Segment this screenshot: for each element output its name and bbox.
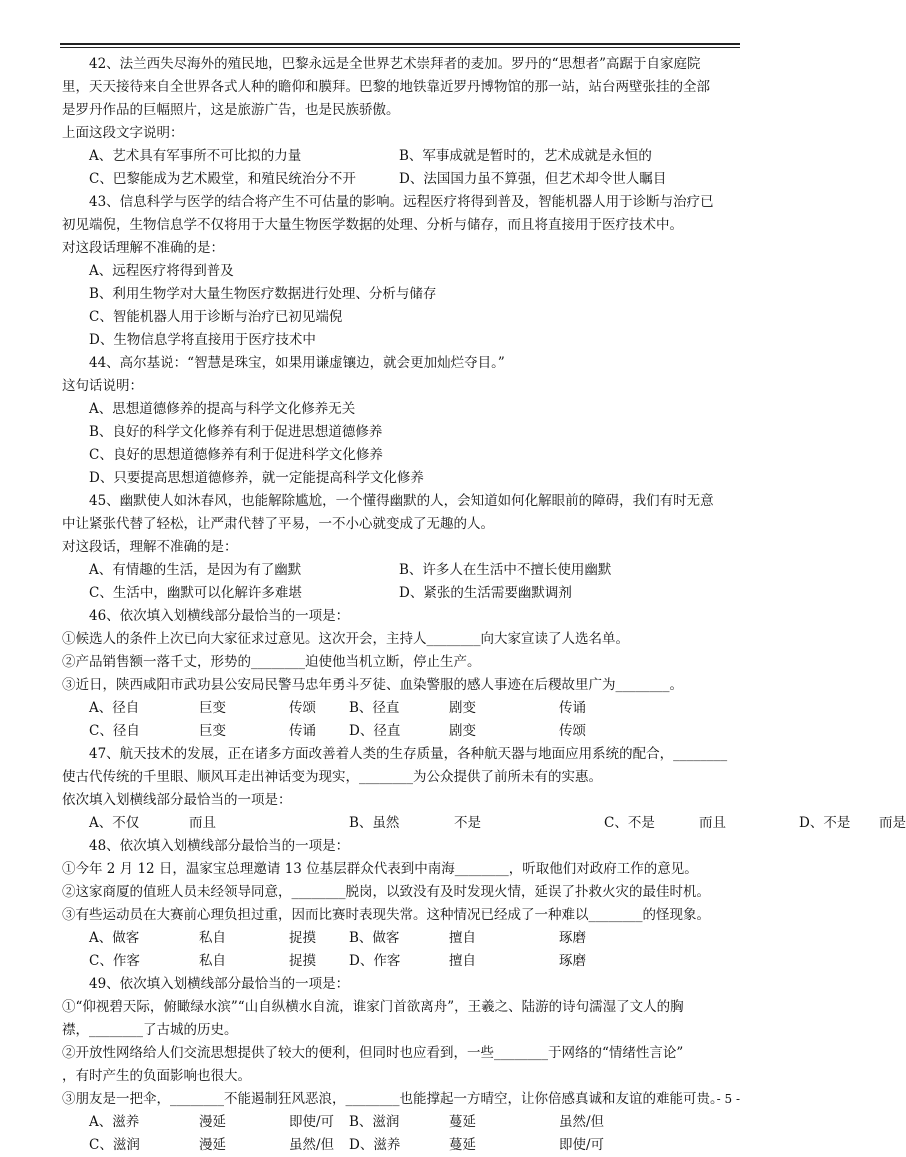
option-cell: 私自	[199, 930, 226, 946]
text-line: ②这家商厦的值班人员未经领导同意，________脱岗，以致没有及时发现火情，延误了扑救火灾的最佳时机。	[62, 884, 710, 900]
text-line: 45、幽默使人如沐春风，也能解除尴尬，一个懂得幽默的人，会知道如何化解眼前的障碍，我们有时无意	[89, 493, 714, 509]
text-line: 里，天天接待来自全世界各式人种的瞻仰和膜拜。巴黎的地铁靠近罗丹博物馆的那一站，站台两壁张挂的全部	[62, 79, 710, 95]
option-cell: C、径自	[89, 723, 140, 739]
text-line: ①今年 2 月 12 日，温家宝总理邀请 13 位基层群众代表到中南海________，听取他们对政府工作的意见。	[62, 861, 698, 877]
answer-option: C、良好的思想道德修养有利于促进科学文化修养	[89, 447, 383, 463]
option-cell: 虽然/但	[289, 1137, 335, 1153]
text-line: ①候选人的条件上次已向大家征求过意见。这次开会，主持人________向大家宣读了人选名单。	[62, 631, 629, 647]
option-cell: A、不仅	[89, 815, 140, 831]
answer-option: A、思想道德修养的提高与科学文化修养无关	[89, 401, 356, 417]
answer-option: D、生物信息学将直接用于医疗技术中	[89, 332, 316, 348]
option-cell: 而且	[189, 815, 216, 831]
text-line: 44、高尔基说：“智慧是珠宝，如果用谦虚镶边，就会更加灿烂夺目。”	[89, 355, 505, 371]
option-cell: B、做客	[349, 930, 400, 946]
option-cell: C、生活中，幽默可以化解许多难堪	[89, 585, 302, 601]
option-cell: A、做客	[89, 930, 140, 946]
text-line: ③近日，陕西咸阳市武功县公安局民警马忠年勇斗歹徒、血染警服的感人事迹在后稷故里广为________。	[62, 677, 683, 693]
header-rule-thin	[60, 47, 740, 48]
option-cell: D、作客	[349, 953, 401, 969]
option-cell: 琢磨	[559, 930, 586, 946]
text-line: 使古代传统的千里眼、顺风耳走出神话变为现实，________为公众提供了前所未有的实惠。	[62, 769, 602, 785]
option-cell: B、许多人在生活中不擅长使用幽默	[399, 562, 612, 578]
option-cell: 剧变	[449, 700, 476, 716]
text-line: ②开放性网络给人们交流思想提供了较大的便利，但同时也应看到，一些________于网络的“情绪性言论”	[62, 1045, 684, 1061]
option-cell: C、巴黎能成为艺术殿堂，和殖民统治分不开	[89, 171, 356, 187]
option-cell: 传诵	[559, 700, 586, 716]
answer-option: C、智能机器人用于诊断与治疗已初见端倪	[89, 309, 343, 325]
option-cell: C、不是	[604, 815, 655, 831]
option-cell: A、有情趣的生活，是因为有了幽默	[89, 562, 302, 578]
header-rule-thick	[60, 43, 740, 45]
answer-option: A、远程医疗将得到普及	[89, 263, 234, 279]
option-cell: 捉摸	[289, 953, 316, 969]
option-cell: B、军事成就是暂时的，艺术成就是永恒的	[399, 148, 652, 164]
options-row	[62, 168, 740, 191]
option-cell: 传颂	[559, 723, 586, 739]
option-cell: 捉摸	[289, 930, 316, 946]
text-line: 对这段话，理解不准确的是：	[62, 539, 238, 555]
answer-option: B、良好的科学文化修养有利于促进思想道德修养	[89, 424, 383, 440]
options-row	[62, 145, 740, 168]
text-line: 依次填入划横线部分最恰当的一项是：	[62, 792, 292, 808]
option-cell: D、不是	[799, 815, 851, 831]
option-cell: B、滋润	[349, 1114, 400, 1130]
option-cell: 蔓延	[449, 1114, 476, 1130]
option-cell: A、滋养	[89, 1114, 140, 1130]
text-line: 49、依次填入划横线部分最恰当的一项是：	[89, 976, 350, 992]
text-line: ，有时产生的负面影响也很大。	[62, 1068, 251, 1084]
options-row	[62, 697, 740, 720]
options-row	[62, 1134, 740, 1157]
option-cell: 漫延	[199, 1114, 226, 1130]
option-cell: 传颂	[289, 700, 316, 716]
options-row: A、不仅 而且 B、虽然 不是 C、不是 而且 D、不是 而是	[62, 812, 740, 835]
text-line: 42、法兰西失尽海外的殖民地，巴黎永远是全世界艺术崇拜者的麦加。罗丹的“思想者”高踞于自家庭院	[89, 56, 701, 72]
options-row	[62, 950, 740, 973]
option-cell: C、作客	[89, 953, 140, 969]
text-line: 襟，________了古城的历史。	[62, 1022, 238, 1038]
option-cell: A、艺术具有军事所不可比拟的力量	[89, 148, 302, 164]
text-line: 对这段话理解不准确的是：	[62, 240, 224, 256]
document-body	[62, 53, 906, 1157]
option-cell: D、径直	[349, 723, 401, 739]
options-row	[62, 1111, 740, 1134]
answer-option: D、只要提高思想道德修养，就一定能提高科学文化修养	[89, 470, 424, 486]
options-row	[62, 720, 740, 743]
option-cell: 擅自	[449, 930, 476, 946]
text-line: ②产品销售额一落千丈，形势的________迫使他当机立断，停止生产。	[62, 654, 481, 670]
option-cell: 巨变	[199, 700, 226, 716]
option-cell: 传诵	[289, 723, 316, 739]
text-line: 43、信息科学与医学的结合将产生不可估量的影响。远程医疗将得到普及，智能机器人用于诊断与治疗已	[89, 194, 714, 210]
options-row	[62, 559, 740, 582]
text-line: 上面这段文字说明：	[62, 125, 184, 141]
option-cell: 即使/可	[289, 1114, 335, 1130]
option-cell: 漫延	[199, 1137, 226, 1153]
text-line: 47、航天技术的发展，正在诸多方面改善着人类的生存质量，各种航天器与地面应用系统的配合，________	[89, 746, 728, 762]
option-cell: 剧变	[449, 723, 476, 739]
text-line: 是罗丹作品的巨幅照片，这是旅游广告，也是民族骄傲。	[62, 102, 400, 118]
text-line: 48、依次填入划横线部分最恰当的一项是：	[89, 838, 350, 854]
text-line: 中让紧张代替了轻松，让严肃代替了平易，一不小心就变成了无趣的人。	[62, 516, 494, 532]
text-line: ③朋友是一把伞，________不能遏制狂风恶浪，________也能撑起一方晴空，让你倍感真诚和友谊的难能可贵。	[62, 1091, 724, 1107]
option-cell: D、滋养	[349, 1137, 401, 1153]
option-cell: 擅自	[449, 953, 476, 969]
option-cell: D、紧张的生活需要幽默调剂	[399, 585, 572, 601]
option-cell: C、滋润	[89, 1137, 140, 1153]
option-cell: 即使/可	[559, 1137, 605, 1153]
answer-option: B、利用生物学对大量生物医疗数据进行处理、分析与储存	[89, 286, 437, 302]
option-cell: 而且	[699, 815, 726, 831]
option-cell: D、法国国力虽不算强，但艺术却令世人瞩目	[399, 171, 667, 187]
option-cell: B、虽然	[349, 815, 400, 831]
options-row	[62, 927, 740, 950]
option-cell: 琢磨	[559, 953, 586, 969]
option-cell: 巨变	[199, 723, 226, 739]
option-cell: B、径直	[349, 700, 400, 716]
text-line: 46、依次填入划横线部分最恰当的一项是：	[89, 608, 350, 624]
page-number: - 5 -	[716, 1092, 740, 1106]
option-cell: 私自	[199, 953, 226, 969]
text-line: 初见端倪，生物信息学不仅将用于大量生物医学数据的处理、分析与储存，而且将直接用于医疗技术中。	[62, 217, 683, 233]
option-cell: A、径自	[89, 700, 140, 716]
text-line: ①“仰视碧天际，俯瞰绿水滨”“山自纵横水自流，谁家门首欲离舟”，王羲之、陆游的诗句濡湿了文人的胸	[62, 999, 684, 1015]
options-row	[62, 582, 740, 605]
text-line: 这句话说明：	[62, 378, 143, 394]
option-cell: 虽然/但	[559, 1114, 605, 1130]
option-cell: 不是	[454, 815, 481, 831]
option-cell: 蔓延	[449, 1137, 476, 1153]
text-line: ③有些运动员在大赛前心理负担过重，因而比赛时表现失常。这种情况已经成了一种难以________的怪现象。	[62, 907, 710, 923]
